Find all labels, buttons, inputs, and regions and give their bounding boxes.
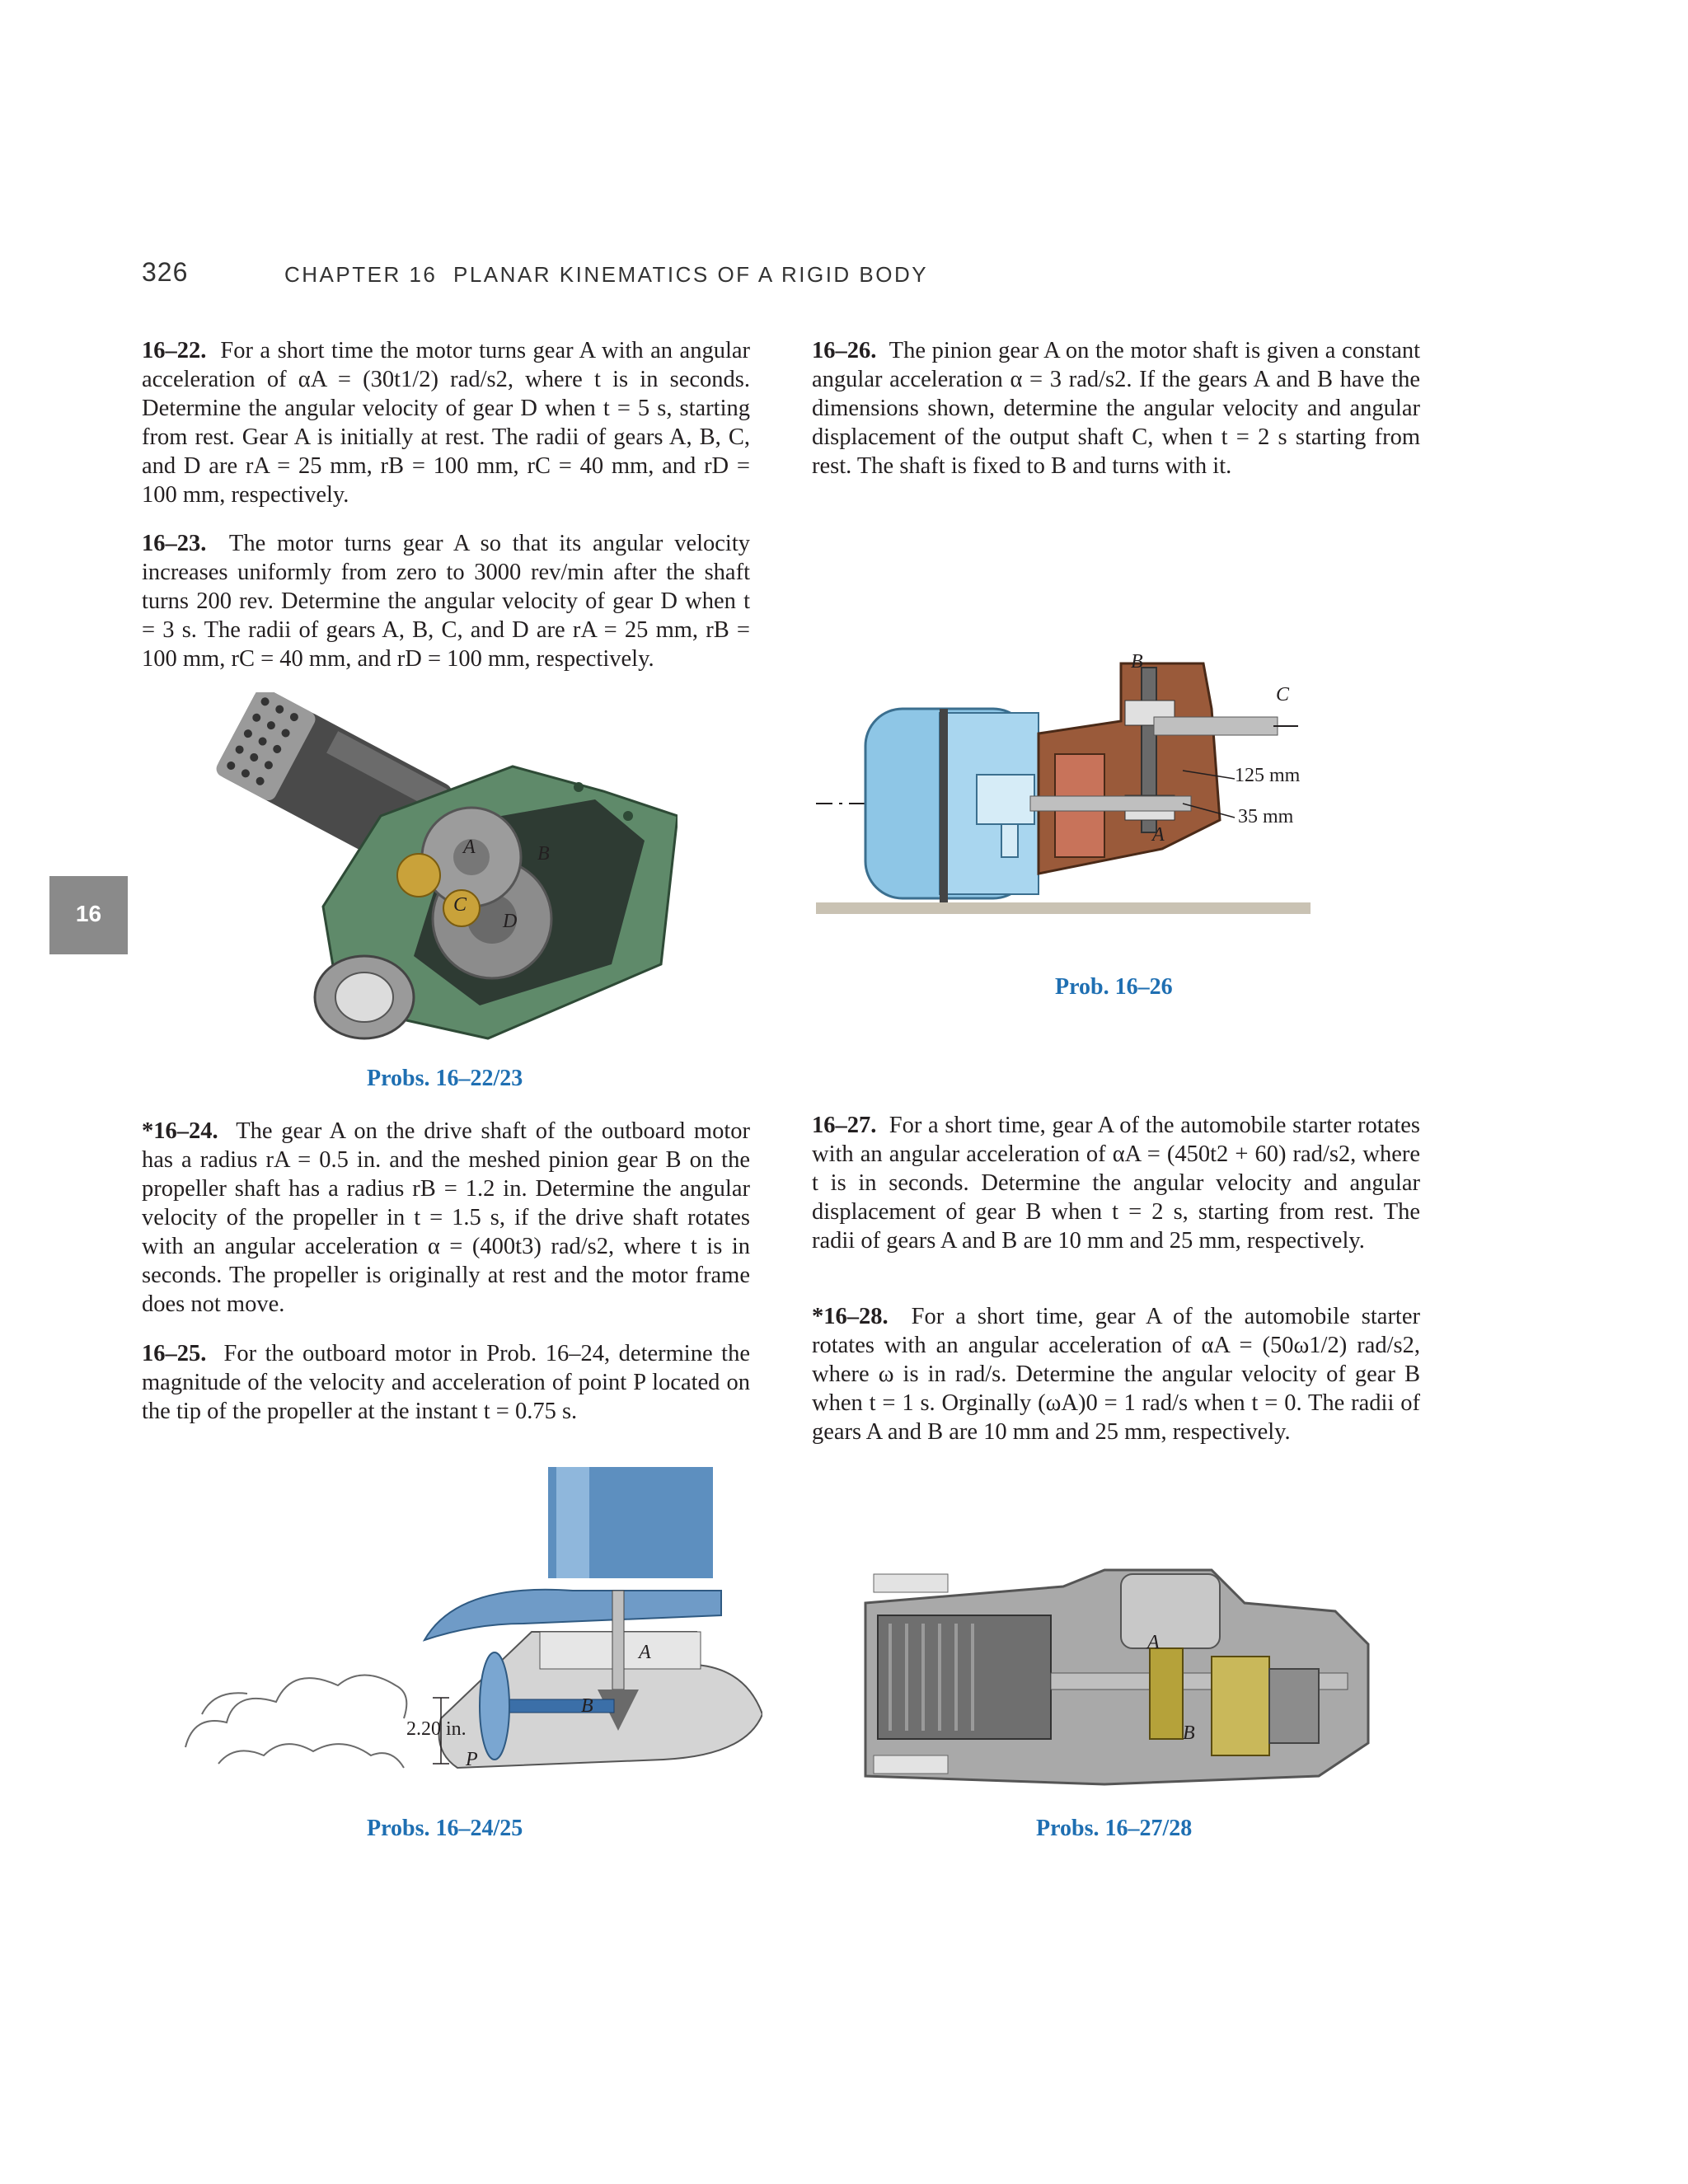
point-p-label: P <box>466 1749 478 1770</box>
dimension-radius-b: 125 mm <box>1235 765 1301 786</box>
side-tab-label: 16 <box>75 901 102 926</box>
starter-motor-illustration <box>857 1558 1376 1805</box>
gear-b-label: B <box>537 843 550 865</box>
dimension-radius-a: 35 mm <box>1238 806 1294 827</box>
problem-text: For a short time, gear A of the automobile starter rotates with an angular acceleration of αA = (50ω1/2) rad/s2, where ω is in rad/s. Determine the angular velocity of gear B when t = 1 s. Orginally (ωA)0 = 1 rad/s when t = 0. The radii of gears A and B are 10 mm and 25 mm, respectively. <box>812 1304 1420 1445</box>
chapter-title: PLANAR KINEMATICS OF A RIGID BODY <box>453 262 929 287</box>
gear-a-label: A <box>1152 824 1165 846</box>
problem-16-26 <box>812 336 1420 480</box>
figure-caption: Probs. 16–27/28 <box>1036 1816 1193 1841</box>
problem-16-22 <box>142 336 750 509</box>
problem-16-28 <box>812 1302 1420 1446</box>
gear-a-label: A <box>639 1642 651 1663</box>
problem-16-25 <box>142 1339 750 1426</box>
problem-text: The pinion gear A on the motor shaft is given a constant angular acceleration α = 3 rad/s2. If the gears A and B have the dimensions shown, determine the angular velocity and angular displacement of the output shaft C, when t = 2 s starting from rest. The shaft is fixed to B and turns with it. <box>812 338 1421 479</box>
chapter-label: CHAPTER 16 <box>284 262 438 287</box>
gear-c-label: C <box>453 894 467 916</box>
problem-number: 16–26. <box>812 338 877 363</box>
figure-caption: Probs. 16–22/23 <box>367 1066 523 1091</box>
gear-b-label: B <box>581 1695 593 1717</box>
problem-text: The gear A on the drive shaft of the outboard motor has a radius rA = 0.5 in. and the meshed pinion gear B on the propeller shaft has a radius rB = 1.2 in. Determine the angular velocity of the propeller in t = 1.5 s, if the drive shaft rotates with an angular acceleration α = (400t3) rad/s2, where t is in seconds. The propeller is originally at rest and the motor frame does not move. <box>142 1118 750 1317</box>
page-number: 326 <box>142 257 189 287</box>
geared-motor-illustration <box>816 635 1327 956</box>
problem-text: The motor turns gear A so that its angular velocity increases uniformly from zero to 3000 rev/min after the shaft turns 200 rev. Determine the angular velocity of gear D when t = 3 s. The radii of gears A, B, C, and D are rA = 25 mm, rB = 100 mm, rC = 40 mm, and rD = 100 mm, respectively. <box>142 531 750 672</box>
chapter-side-tab <box>49 876 128 954</box>
problem-number: *16–28. <box>812 1304 889 1329</box>
problem-16-23 <box>142 529 750 673</box>
shaft-c-label: C <box>1276 684 1290 705</box>
problem-16-24 <box>142 1117 750 1319</box>
gear-b-label: B <box>1131 651 1143 673</box>
problem-text: For the outboard motor in Prob. 16–24, determine the magnitude of the velocity and acceleration of point P located on the tip of the propeller at the instant t = 0.75 s. <box>142 1341 750 1424</box>
page-header <box>142 257 1428 290</box>
problem-number: 16–23. <box>142 531 207 556</box>
gear-a-label: A <box>1147 1632 1160 1653</box>
motor-gearbox-illustration <box>216 692 678 1071</box>
problem-number: *16–24. <box>142 1118 218 1144</box>
propeller-dimension: 2.20 in. <box>406 1718 467 1740</box>
problem-text: For a short time the motor turns gear A with an angular acceleration of αA = (30t1/2) rad/s2, where t is in seconds. Determine the angular velocity of gear D when t = 5 s, starting from rest. Gear A is initially at rest. The radii of gears A, B, C, and D are rA = 25 mm, rB = 100 mm, rC = 40 mm, and rD = 100 mm, respectively. <box>142 338 751 508</box>
figure-caption: Prob. 16–26 <box>1055 974 1173 1000</box>
gear-d-label: D <box>503 911 518 932</box>
problem-number: 16–27. <box>812 1113 877 1138</box>
problem-16-27 <box>812 1111 1420 1255</box>
gear-a-label: A <box>463 837 476 858</box>
problem-number: 16–25. <box>142 1341 207 1366</box>
outboard-motor-illustration <box>169 1467 762 1780</box>
problem-text: For a short time, gear A of the automobile starter rotates with an angular acceleration of αA = (450t2 + 60) rad/s2, where t is in seconds. Determine the angular velocity and angular displacement of gear B when t = 2 s, starting from rest. The radii of gears A and B are 10 mm and 25 mm, respectively. <box>812 1113 1420 1254</box>
figure-caption: Probs. 16–24/25 <box>367 1816 523 1841</box>
gear-b-label: B <box>1183 1722 1195 1744</box>
problem-number: 16–22. <box>142 338 207 363</box>
